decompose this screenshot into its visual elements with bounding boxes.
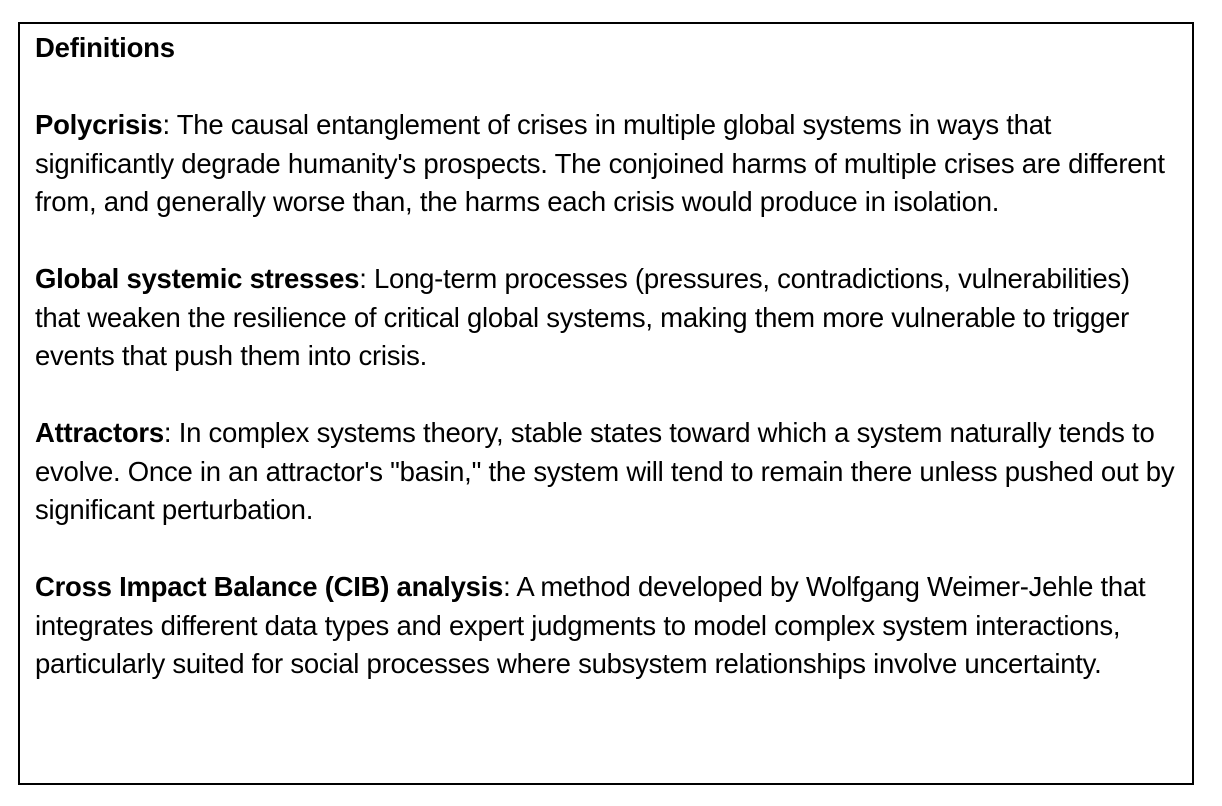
definition-text: : A method developed by Wolfgang Weimer-Jehle that integrates different data types and expert judgments to model complex system interactions, particularly suited for social processes where subsystem relationships involve uncertainty. <box>35 571 1146 679</box>
definition-term: Attractors <box>35 417 164 448</box>
definition-cib-analysis <box>35 568 1177 684</box>
definition-global-systemic-stresses <box>35 260 1177 376</box>
definitions-heading: Definitions <box>35 32 175 63</box>
definition-text: : In complex systems theory, stable states toward which a system naturally tends to evolve. Once in an attractor's "basin," the system will tend to remain there unless pushed out by significant perturbation. <box>35 417 1175 525</box>
definition-term: Polycrisis <box>35 109 163 140</box>
definition-term: Global systemic stresses <box>35 263 360 294</box>
definition-attractors <box>35 414 1177 530</box>
definition-text: : Long-term processes (pressures, contradictions, vulnerabilities) that weaken the resilience of critical global systems, making them more vulnerable to trigger events that push them into crisis. <box>35 263 1130 371</box>
definition-polycrisis <box>35 106 1177 222</box>
definition-text: : The causal entanglement of crises in multiple global systems in ways that significantly degrade humanity's prospects. The conjoined harms of multiple crises are different from, and generally worse than, the harms each crisis would produce in isolation. <box>35 109 1165 217</box>
definition-term: Cross Impact Balance (CIB) analysis <box>35 571 504 602</box>
definitions-box <box>18 22 1194 785</box>
